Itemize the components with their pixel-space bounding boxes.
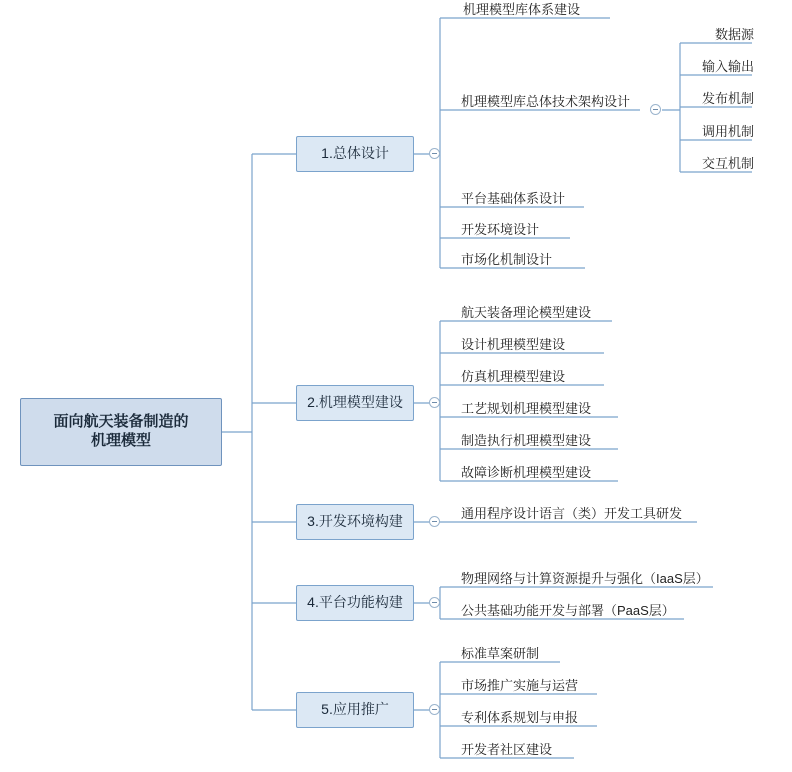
collapse-toggle-branch-3[interactable] [429, 516, 440, 527]
branch-node-1[interactable] [296, 136, 414, 172]
branch-node-4-label: 4.平台功能构建 [307, 594, 403, 611]
leaf-2-1[interactable] [458, 301, 638, 321]
leaf-2-6[interactable] [458, 461, 638, 481]
leaf-3-1[interactable] [458, 502, 708, 522]
root-label-line1: 面向航天装备制造的 [53, 413, 189, 431]
leaf-2-2[interactable] [458, 333, 628, 353]
branch-node-2[interactable] [296, 385, 414, 421]
leaf-2-4-label: 工艺规划机理模型建设 [461, 400, 592, 416]
branch-node-5[interactable] [296, 692, 414, 728]
branch-node-2-label: 2.机理模型建设 [307, 394, 403, 411]
leaf-1-5-label: 市场化机制设计 [461, 251, 553, 267]
leaf-1-2-label: 机理模型库总体技术架构设计 [461, 93, 631, 109]
leaf-5-3[interactable] [458, 706, 618, 726]
leaf-4-1[interactable] [458, 567, 723, 587]
leaf-3-1-label: 通用程序设计语言（类）开发工具研发 [461, 505, 683, 521]
collapse-toggle-branch-2[interactable] [429, 397, 440, 408]
leaf-2-4[interactable] [458, 397, 638, 417]
leaf-1-2-4-label: 调用机制 [701, 123, 754, 139]
branch-node-5-label: 5.应用推广 [321, 701, 389, 718]
leaf-2-1-label: 航天装备理论模型建设 [461, 304, 592, 320]
leaf-4-2[interactable] [458, 599, 698, 619]
leaf-1-2-1-label: 数据源 [714, 26, 754, 42]
leaf-1-2-2[interactable] [680, 55, 760, 75]
root-node[interactable] [20, 398, 222, 466]
collapse-toggle-branch-1[interactable] [429, 148, 440, 159]
leaf-5-2[interactable] [458, 674, 618, 694]
leaf-2-3-label: 仿真机理模型建设 [461, 368, 566, 384]
leaf-2-3[interactable] [458, 365, 628, 385]
leaf-1-3[interactable] [458, 187, 608, 207]
branch-node-4[interactable] [296, 585, 414, 621]
leaf-2-2-label: 设计机理模型建设 [461, 336, 566, 352]
leaf-1-5[interactable] [458, 248, 608, 268]
leaf-1-1[interactable] [460, 0, 620, 18]
branch-node-1-label: 1.总体设计 [321, 145, 389, 162]
collapse-toggle-branch-4[interactable] [429, 597, 440, 608]
leaf-1-3-label: 平台基础体系设计 [461, 190, 566, 206]
leaf-5-1-label: 标准草案研制 [461, 645, 540, 661]
leaf-1-2-2-label: 输入输出 [701, 58, 754, 74]
branch-node-3[interactable] [296, 504, 414, 540]
leaf-1-2-3[interactable] [680, 87, 760, 107]
leaf-2-5-label: 制造执行机理模型建设 [461, 432, 592, 448]
leaf-4-1-label: 物理网络与计算资源提升与强化（IaaS层） [461, 570, 709, 586]
leaf-5-1[interactable] [458, 642, 578, 662]
leaf-5-3-label: 专利体系规划与申报 [461, 709, 579, 725]
leaf-1-2[interactable] [458, 90, 648, 110]
leaf-1-2-3-label: 发布机制 [701, 90, 754, 106]
leaf-1-2-4[interactable] [680, 120, 760, 140]
leaf-5-4-label: 开发者社区建设 [461, 741, 553, 757]
leaf-1-2-1[interactable] [680, 23, 760, 43]
leaf-5-2-label: 市场推广实施与运营 [461, 677, 579, 693]
leaf-2-5[interactable] [458, 429, 638, 449]
branch-node-3-label: 3.开发环境构建 [307, 513, 403, 530]
leaf-1-1-label: 机理模型库体系建设 [463, 1, 581, 17]
root-label-line2: 机理模型 [90, 432, 151, 449]
collapse-toggle-architecture[interactable] [650, 104, 661, 115]
leaf-1-4[interactable] [458, 218, 598, 238]
leaf-1-2-5-label: 交互机制 [701, 155, 754, 171]
leaf-1-4-label: 开发环境设计 [461, 221, 540, 237]
leaf-1-2-5[interactable] [680, 152, 760, 172]
leaf-5-4[interactable] [458, 738, 598, 758]
collapse-toggle-branch-5[interactable] [429, 704, 440, 715]
leaf-4-2-label: 公共基础功能开发与部署（PaaS层） [461, 602, 675, 618]
leaf-2-6-label: 故障诊断机理模型建设 [461, 464, 592, 480]
